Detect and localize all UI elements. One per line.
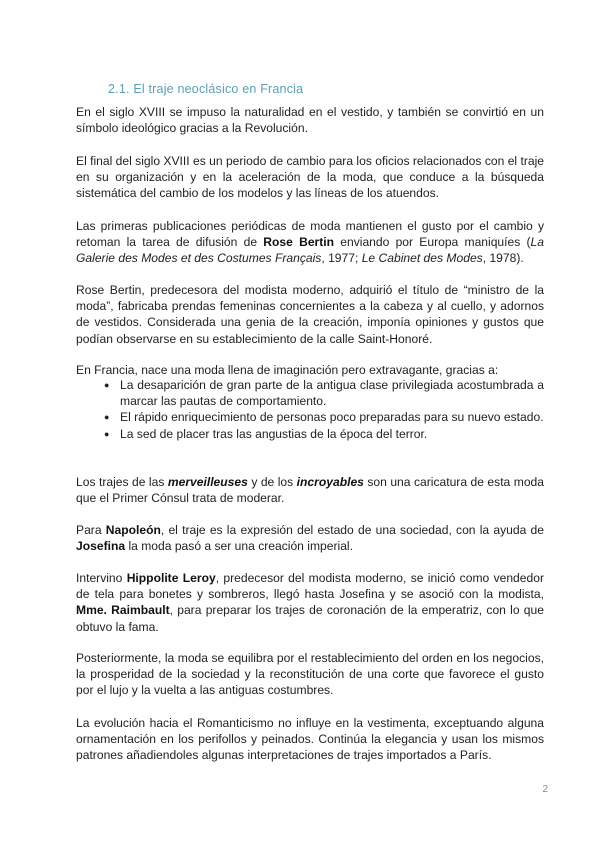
paragraph-10: La evolución hacia el Romanticismo no influye en la vestimenta, exceptuando alguna ornamentación en los perifollos y peinados. Continúa la elegancia y usan los mismos patrones añadiendoles algunas interpretaciones de trajes importados a París. bbox=[76, 716, 544, 763]
bold-name-josefina: Josefina bbox=[76, 539, 126, 554]
paragraph-9: Posteriormente, la moda se equilibra por el restablecimiento del orden en los negocios, la prosperidad de la sociedad y la reconstitución de una corte que favorece el gusto por el lujo y la vuelta a las antiguas costumbres. bbox=[76, 651, 544, 698]
paragraph-7: Para Napoleón, el traje es la expresión del estado de una sociedad, con la ayuda de Josefina la moda pasó a ser una creación imperial. bbox=[76, 523, 544, 554]
bold-name-mme-raimbault: Mme. Raimbault bbox=[76, 603, 170, 618]
text-span: , 1977; bbox=[321, 251, 362, 266]
list-item: ● El rápido enriquecimiento de personas poco preparadas para su nuevo estado. bbox=[104, 410, 544, 425]
italic-title: Le Cabinet des Modes bbox=[361, 251, 483, 266]
bullet-list bbox=[104, 377, 544, 442]
italic-bold-term: incroyables bbox=[296, 475, 364, 489]
bullet-icon: ● bbox=[104, 428, 110, 439]
paragraph-3 bbox=[76, 218, 544, 267]
paragraph-1: En el siglo XVIII se impuso la naturalidad en el vestido, y también se convirtió en un símbolo ideológico gracias a la Revolución. bbox=[76, 105, 544, 136]
text-span: Las primeras publicaciones periódicas de moda mantienen el gusto por el cambio y retoman la tarea de difusión de bbox=[76, 219, 544, 250]
paragraph-6: Los trajes de las merveilleuses y de los incroyables son una caricatura de esta moda que el Primer Cónsul trata de moderar. bbox=[76, 475, 544, 506]
section-heading: 2.1. El traje neoclásico en Francia bbox=[108, 82, 304, 96]
italic-title: La Galerie des Modes et des Costumes Français bbox=[76, 235, 544, 266]
bold-name-rose-bertin: Rose Bertin bbox=[263, 235, 335, 250]
paragraph-8: Intervino Hippolite Leroy, predecesor del modista moderno, se inició como vendedor de tela para bonetes y sombreros, llegó hasta Josefina y se asoció con la modista, Mme. Raimbault, para preparar los trajes de coronación de la emperatriz, con lo que obtuvo la fama. bbox=[76, 571, 544, 634]
page-number: 2 bbox=[542, 784, 548, 795]
paragraph-2: El final del siglo XVIII es un periodo de cambio para los oficios relacionados con el traje en su organización y en la aceleración de la moda, que conduce a la búsqueda sistemática del cambio de los modelos y las líneas de los atuendos. bbox=[76, 154, 544, 201]
bullet-icon: ● bbox=[104, 380, 110, 390]
bold-name-napoleon: Napoleón bbox=[105, 523, 161, 537]
paragraph-4: Rose Bertin, predecesora del modista moderno, adquirió el título de “ministro de la moda”, fabricaba prendas femeninas concernientes a la cabeza y al cuello, y adornos de vestidos. Considerada una genia de la creación, imponía opiniones y gustos que podían observarse en su establecimiento de la calle Saint-Honoré. bbox=[76, 283, 544, 346]
list-item: ● La desaparición de gran parte de la antigua clase privilegiada acostumbrada a marcar las pautas de comportamiento. bbox=[104, 378, 544, 409]
bullet-icon: ● bbox=[104, 412, 110, 423]
italic-bold-term: merveilleuses bbox=[167, 475, 248, 489]
text-span: enviando por Europa maniquíes ( bbox=[334, 235, 531, 250]
text-span: , 1978). bbox=[482, 251, 524, 266]
paragraph-5: En Francia, nace una moda llena de imaginación pero extravagante, gracias a: bbox=[76, 363, 499, 377]
bold-name-hippolite-leroy: Hippolite Leroy bbox=[126, 571, 216, 585]
list-item: ● La sed de placer tras las angustias de la época del terror. bbox=[104, 426, 428, 441]
